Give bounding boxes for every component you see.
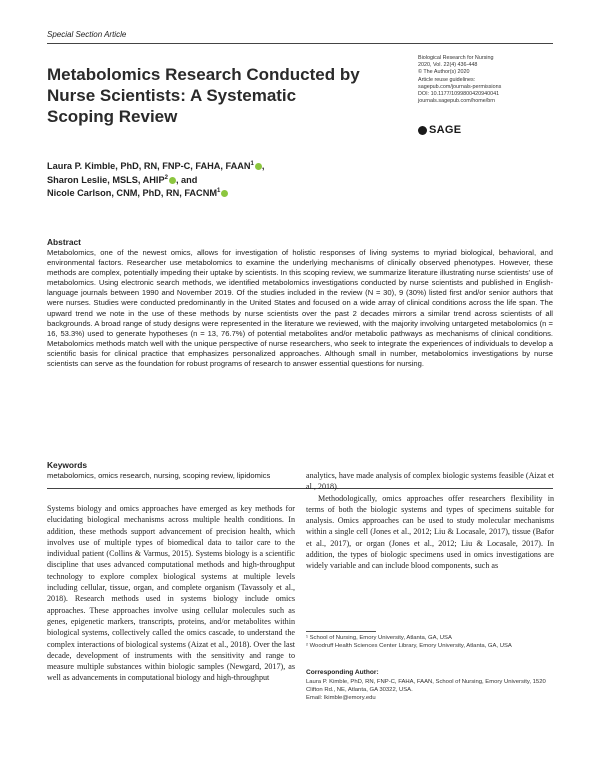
title-line-2: Nurse Scientists: A Systematic bbox=[47, 86, 297, 105]
footnote-1: ¹ School of Nursing, Emory University, Atlanta, GA, USA bbox=[306, 635, 452, 641]
author-2 bbox=[47, 174, 387, 188]
abstract-heading: Abstract bbox=[47, 237, 81, 247]
journal-reuse-link[interactable]: sagepub.com/journals-permissions bbox=[418, 83, 502, 90]
journal-doi[interactable]: DOI: 10.1177/1099800420940041 bbox=[418, 91, 500, 98]
corresponding-author-address: Laura P. Kimble, PhD, RN, FNP-C, FAHA, FAAN, School of Nursing, Emory University, 1520 Clifton Rd., NE, Atlanta, GA 30322, USA. bbox=[306, 679, 546, 693]
body-column-right bbox=[306, 470, 554, 572]
keywords-heading: Keywords bbox=[47, 460, 88, 470]
author-2-name: Sharon Leslie, MSLS, AHIP bbox=[47, 174, 165, 185]
body-paragraph: analytics, have made analysis of complex biologic systems feasible (Aizat et al., 2018). bbox=[306, 471, 554, 492]
corresponding-author-details bbox=[306, 678, 554, 702]
orcid-icon[interactable] bbox=[169, 177, 176, 184]
body-paragraph: Systems biology and omics approaches have emerged as key methods for elucidating biological mechanisms across multiple health conditions. In addition, these methods support advancement of precision health, which involves use of multiple types of biomedical data to tailor care to the individual patient (Collins & Varmus, 2015). Systems biology is a scientific discipline that uses advanced computational methods and high-throughput technology to explore complex biological systems at multiple levels including cellular, tissue, organ, and complete organism (Tavassoly et al., 2018). Research methods used in systems biology include omics approaches. These approaches involve using cellular molecules such as genes, epigenetic markers, transcripts, proteins, and/or metabolites within biological systems, collectively called the omics cascade, to understand the complex interactions of biological systems (Aizat et al., 2018). Over the last decade, development of instruments with the sensitivity and range to measure multiple substances within biologic samples (Newgard, 2017), as well as advancements in computational biology and high-throughput bbox=[47, 504, 295, 683]
author-3-affiliation: 1 bbox=[216, 187, 221, 194]
orcid-icon[interactable] bbox=[221, 190, 228, 197]
article-title bbox=[47, 64, 377, 127]
title-line-1: Metabolomics Research Conducted by bbox=[47, 65, 360, 84]
author-1 bbox=[47, 160, 387, 174]
footnote-rule bbox=[306, 631, 376, 632]
footnote-2: ² Woodruff Health Sciences Center Library, Emory University, Atlanta, GA, USA bbox=[306, 643, 512, 649]
journal-name: Biological Research for Nursing bbox=[418, 55, 494, 61]
journal-volume: 2020, Vol. 22(4) 436-448 bbox=[418, 62, 478, 69]
corresponding-author-email[interactable]: Email: lkimble@emory.edu bbox=[306, 695, 376, 701]
sage-logo-mark-icon bbox=[418, 126, 427, 135]
orcid-icon[interactable] bbox=[255, 163, 262, 170]
author-list bbox=[47, 160, 387, 201]
author-1-separator: , bbox=[261, 161, 265, 171]
author-2-separator: , and bbox=[175, 174, 198, 185]
journal-reuse: Article reuse guidelines: bbox=[418, 76, 476, 83]
keywords-text: metabolomics, omics research, nursing, scoping review, lipidomics bbox=[47, 471, 271, 480]
journal-copyright: © The Author(s) 2020 bbox=[418, 69, 470, 76]
sage-logo-text: SAGE bbox=[429, 124, 462, 136]
journal-info bbox=[418, 55, 558, 105]
body-column-left bbox=[47, 503, 295, 684]
author-3-name: Nicole Carlson, CNM, PhD, RN, FACNM bbox=[47, 188, 217, 198]
author-1-affiliation: 1 bbox=[250, 160, 254, 167]
abstract-text: Metabolomics, one of the newest omics, allows for investigation of holistic responses of living systems to myriad biological, behavioral, and environmental factors. Researcher use metabolomics to examine the underlying mechanisms of clinically observed phenotypes. However, these methods are complex, potentially impeding their uptake by scientists. In this scoping review, we summarize literature illustrating nurse scientists' use of metabolomics. Using electronic search methods, we identified metabolomics investigations conducted by nurse scientists and published in English-language journals between 1990 and November 2019. Of the studies included in the review (N = 30), 9 (30%) listed first and/or senior authors that were nurses. Studies were conducted predominantly in the United States and focused on a wide array of clinical conditions across the life span. The upward trend we note in the use of these methods by nurse scientists over the past 2 decades mirrors a similar trend across scientists of all backgrounds. A broad range of study designs were represented in the literature we reviewed, with the majority involving untargeted metabolomics (n = 16, 53.3%) used to generate hypotheses (n = 13, 76.7%) of potential metabolites and/or metabolic pathways as mechanisms of clinical conditions. Metabolomics methods match well with the unique perspective of nurse researchers, who seek to integrate the experiences of individuals to develop a scientific basis for clinical practice that emphasizes personalized approaches. Although small in number, metabolomics investigations by nurse scientists can serve as the foundation for robust programs of research to answer essential questions for nursing. bbox=[47, 248, 553, 369]
author-1-name: Laura P. Kimble, PhD, RN, FNP-C, FAHA, FAAN bbox=[47, 161, 251, 171]
section-label: Special Section Article bbox=[47, 30, 127, 39]
body-paragraph: Methodologically, omics approaches offer researchers flexibility in terms of both the biologic systems and types of specimens suitable for analysis. Omics approaches can be used to study molecular mechanisms within a single cell (Jones et al., 2012; Liu & Locasale, 2017), tissue (Bafor et al., 2017), or organ (Jones et al., 2012; Liu & Locasale, 2017). In addition, the types of biologic specimens used in omics investigations are widely variable and can include blood components, such as bbox=[306, 493, 554, 571]
title-line-3: Scoping Review bbox=[47, 107, 178, 126]
corresponding-author-heading: Corresponding Author: bbox=[306, 669, 379, 676]
header-rule bbox=[47, 43, 553, 44]
sage-logo bbox=[418, 124, 461, 136]
affiliation-footnotes bbox=[306, 634, 554, 650]
journal-site-link[interactable]: journals.sagepub.com/home/brn bbox=[418, 98, 496, 105]
author-2-affiliation: 2 bbox=[164, 174, 168, 181]
author-3 bbox=[47, 187, 387, 201]
